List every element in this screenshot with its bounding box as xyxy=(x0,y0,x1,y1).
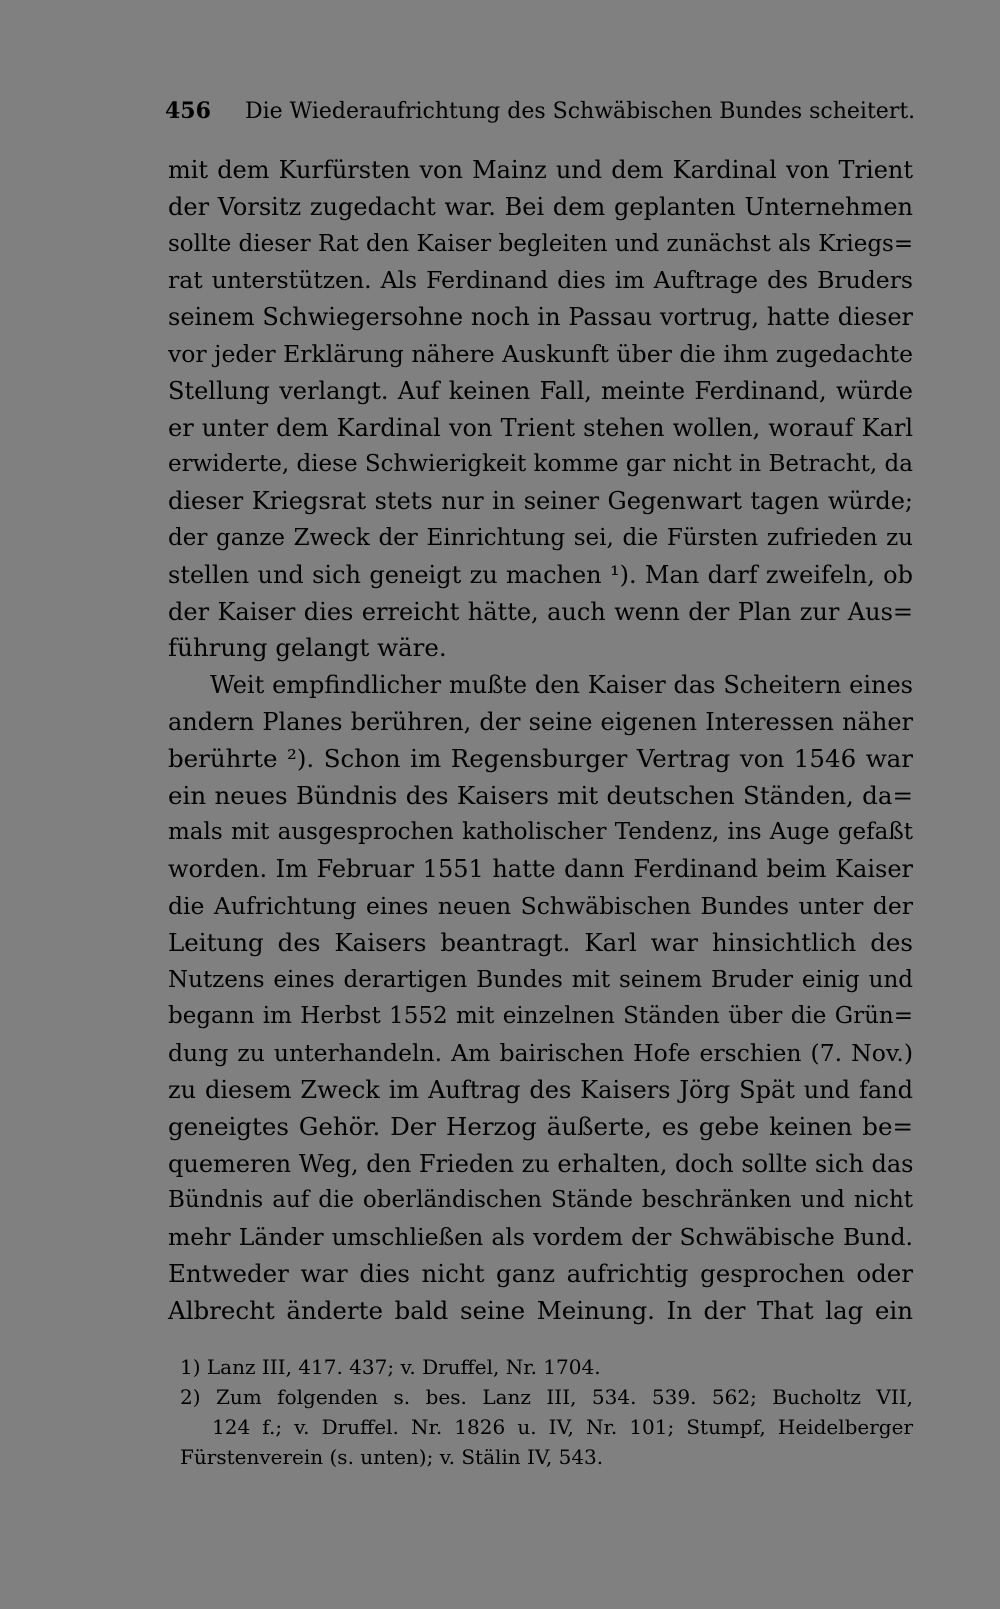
text-line: vor jeder Erklärung nähere Auskunft über die ihm zugedachte xyxy=(168,339,913,368)
text-line: sollte dieser Rat den Kaiser begleiten und zunächst als Kriegs= xyxy=(168,230,914,257)
footnote-line: 124 f.; v. Druffel. Nr. 1826 u. IV, Nr. 101; Stumpf, Heidelberger xyxy=(212,1415,913,1439)
text-line: dung zu unterhandeln. Am bairischen Hofe erschien (7. Nov.) xyxy=(168,1039,913,1068)
text-line: die Aufrichtung eines neuen Schwäbischen Bundes unter der xyxy=(168,891,913,920)
text-line: Nutzens eines derartigen Bundes mit seinem Bruder einig und xyxy=(168,966,913,993)
text-line: seinem Schwiegersohne noch in Passau vortrug, hatte dieser xyxy=(168,303,913,332)
text-line: mit dem Kurfürsten von Mainz und dem Kardinal von Trient xyxy=(168,156,913,184)
text-line: begann im Herbst 1552 mit einzelnen Ständen über die Grün= xyxy=(168,1003,913,1030)
text-line: mals mit ausgesprochen katholischer Tendenz, ins Auge gefaßt xyxy=(168,819,913,846)
footnotes xyxy=(180,1352,913,1472)
running-head xyxy=(165,96,916,127)
body-text xyxy=(168,152,913,1330)
running-title: Die Wiederaufrichtung des Schwäbischen Bundes scheitert. xyxy=(244,99,916,124)
text-line: Leitung des Kaisers beantragt. Karl war hinsichtlich des xyxy=(168,927,913,957)
text-line: dieser Kriegsrat stets nur in seiner Gegenwart tagen würde; xyxy=(168,487,913,516)
footnote-line: 1) Lanz III, 417. 437; v. Druffel, Nr. 1704. xyxy=(180,1355,601,1379)
text-line: berührte ²). Schon im Regensburger Vertrag von 1546 war xyxy=(168,743,913,773)
text-line: quemeren Weg, den Frieden zu erhalten, doch sollte sich das xyxy=(168,1149,914,1178)
text-line: Bündnis auf die oberländischen Stände beschränken und nicht xyxy=(168,1187,913,1214)
text-line: der ganze Zweck der Einrichtung sei, die Fürsten zufrieden zu xyxy=(168,524,913,551)
text-line: worden. Im Februar 1551 hatte dann Ferdinand beim Kaiser xyxy=(168,855,913,884)
text-line: der Kaiser dies erreicht hätte, auch wenn der Plan zur Aus= xyxy=(168,597,913,626)
text-line: Stellung verlangt. Auf keinen Fall, meinte Ferdinand, würde xyxy=(168,376,913,405)
page-number: 456 xyxy=(165,98,211,124)
text-line: erwiderte, diese Schwierigkeit komme gar nicht in Betracht, da xyxy=(168,451,913,478)
text-line: rat unterstützen. Als Ferdinand dies im Auftrage des Bruders xyxy=(168,266,913,295)
text-line: ein neues Bündnis des Kaisers mit deutschen Ständen, da= xyxy=(168,780,913,810)
text-line: stellen und sich geneigt zu machen ¹). Man darf zweifeln, ob xyxy=(168,560,913,589)
text-line: geneigtes Gehör. Der Herzog äußerte, es gebe keinen be= xyxy=(168,1111,913,1141)
text-line: Weit empfindlicher mußte den Kaiser das Scheitern eines xyxy=(210,671,913,700)
text-line: andern Planes berühren, der seine eigenen Interessen näher xyxy=(168,707,913,736)
text-line: Entweder war dies nicht ganz aufrichtig gesprochen oder xyxy=(168,1258,913,1288)
footnote-line: Fürstenverein (s. unten); v. Stälin IV, 543. xyxy=(180,1445,604,1469)
text-line: zu diesem Zweck im Auftrag des Kaisers Jörg Spät und fand xyxy=(168,1075,913,1104)
text-line: Albrecht änderte bald seine Meinung. In der That lag ein xyxy=(168,1295,913,1325)
text-line: der Vorsitz zugedacht war. Bei dem geplanten Unternehmen xyxy=(168,192,913,221)
text-line: er unter dem Kardinal von Trient stehen wollen, worauf Karl xyxy=(168,413,913,442)
footnote-line: 2) Zum folgenden s. bes. Lanz III, 534. 539. 562; Bucholtz VII, xyxy=(180,1385,913,1409)
text-line: mehr Länder umschließen als vordem der Schwäbische Bund. xyxy=(168,1223,913,1252)
text-line: führung gelangt wäre. xyxy=(168,633,447,663)
